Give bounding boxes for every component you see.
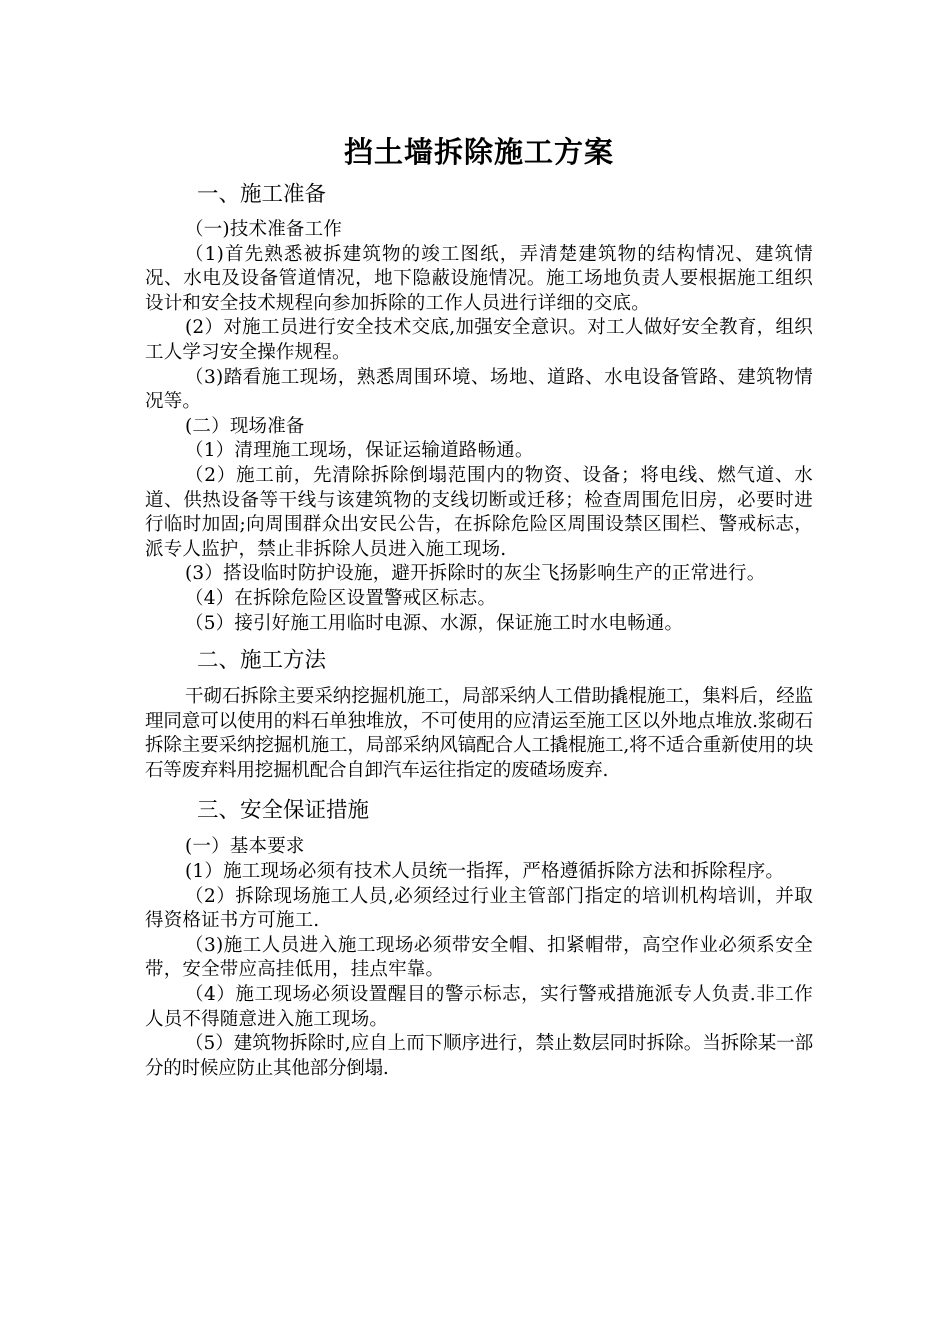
paragraph: (3）搭设临时防护设施，避开拆除时的灰尘飞扬影响生产的正常进行。 xyxy=(185,563,766,585)
paragraph: （3)施工人员进入施工现场必须带安全帽、扣紧帽带，高空作业必须系安全带，安全带应高挂低用，挂点牢靠。 xyxy=(145,934,813,981)
section-heading-safety: 三、安全保证措施 xyxy=(197,798,370,824)
paragraph: （2）施工前，先清除拆除倒塌范围内的物资、设备；将电线、燃气道、水道、供热设备等干线与该建筑物的支线切断或迁移；检查周围危旧房，必要时进行临时加固;向周围群众出安民公告，在拆除危险区周围设禁区围栏、警戒标志，派专人监护，禁止非拆除人员进入施工现场. xyxy=(145,464,813,560)
paragraph: (1）施工现场必须有技术人员统一指挥，严格遵循拆除方法和拆除程序。 xyxy=(185,861,785,883)
paragraph: (二）现场准备 xyxy=(185,415,305,437)
paragraph: (2）对施工员进行安全技术交底,加强安全意识。对工人做好安全教育，组织工人学习安全操作规程。 xyxy=(145,317,813,363)
paragraph: （1）清理施工现场，保证运输道路畅通。 xyxy=(185,440,534,462)
paragraph: （5）建筑物拆除时,应自上而下顺序进行，禁止数层同时拆除。当拆除某一部分的时候应防止其他部分倒塌. xyxy=(145,1033,813,1079)
document-title: 挡土墙拆除施工方案 xyxy=(343,135,614,169)
paragraph: （3)踏看施工现场，熟悉周围环境、场地、道路、水电设备管路、建筑物情况等。 xyxy=(145,366,813,413)
document-page xyxy=(145,118,813,1081)
section-heading-method: 二、施工方法 xyxy=(197,648,327,674)
paragraph: （4）在拆除危险区设置警戒区标志。 xyxy=(185,587,497,609)
paragraph: （5）接引好施工用临时电源、水源，保证施工时水电畅通。 xyxy=(185,612,684,634)
paragraph: 干砌石拆除主要采纳挖掘机施工，局部采纳人工借助撬棍施工，集料后，经监理同意可以使用的料石单独堆放，不可使用的应清运至施工区以外地点堆放.浆砌石拆除主要采纳挖掘机施工，局部采纳风镐配合人工撬棍施工,将不适合重新使用的块石等废弃料用挖掘机配合自卸汽车运往指定的废碴场废弃. xyxy=(145,686,813,781)
paragraph: （4）施工现场必须设置醒目的警示标志，实行警戒措施派专人负责.非工作人员不得随意进入施工现场。 xyxy=(145,984,813,1030)
paragraph: （1)首先熟悉被拆建筑物的竣工图纸，弄清楚建筑物的结构情况、建筑情况、水电及设备管道情况，地下隐蔽设施情况。施工场地负责人要根据施工组织设计和安全技术规程向参加拆除的工作人员进行详细的交底。 xyxy=(145,243,813,314)
paragraph: (一）基本要求 xyxy=(185,836,305,858)
paragraph: （一)技术准备工作 xyxy=(185,219,343,240)
paragraph: （2）拆除现场施工人员,必须经过行业主管部门指定的培训机构培训，并取得资格证书方可施工. xyxy=(145,885,813,932)
section-heading-preparation: 一、施工准备 xyxy=(197,182,327,207)
